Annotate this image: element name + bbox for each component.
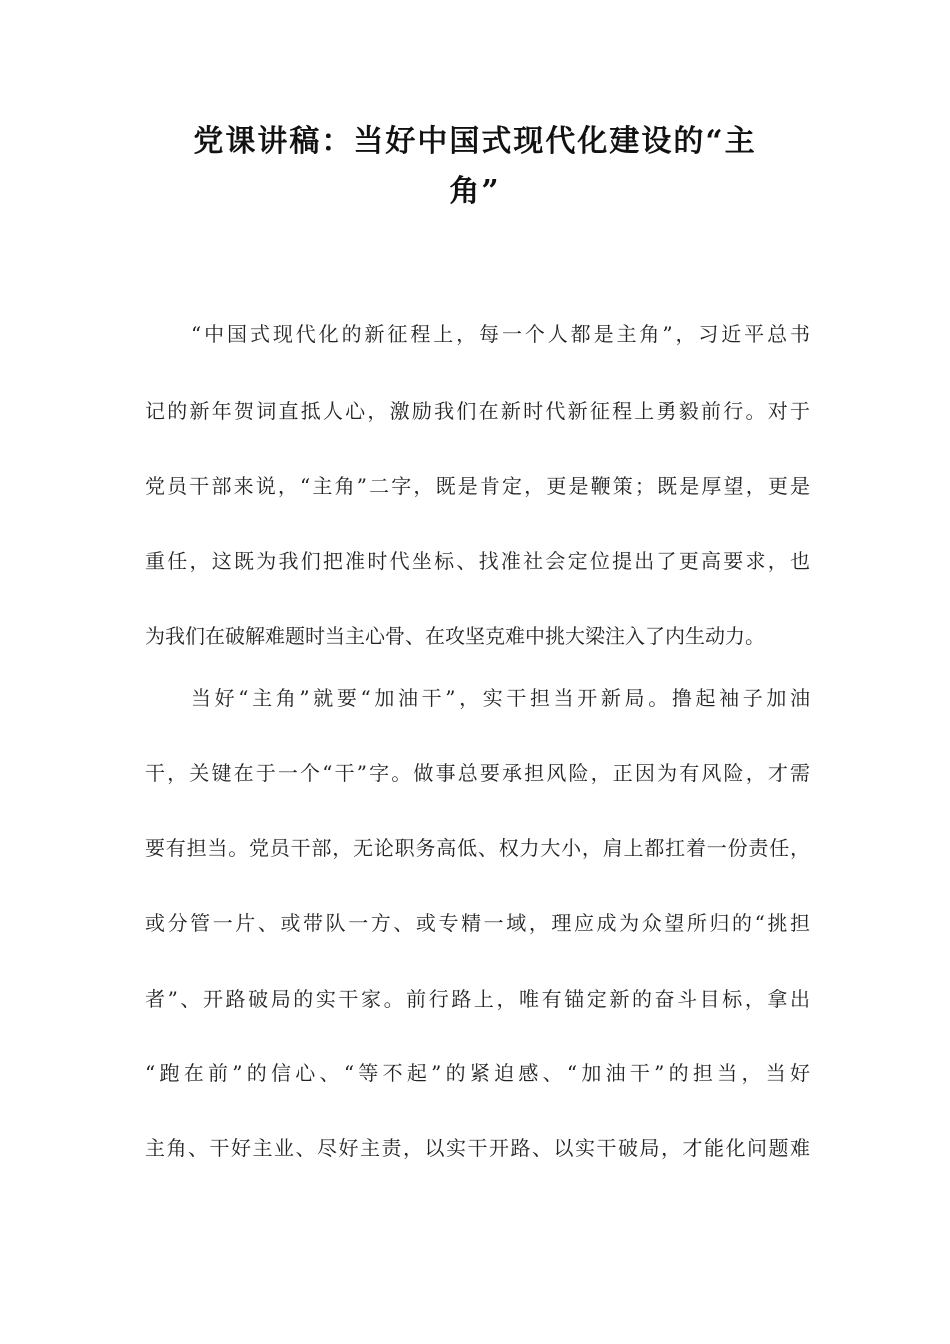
- title-line-2: 角”: [449, 174, 501, 209]
- text-line: 主角、干好主业、尽好主责，以实干开路、以实干破局，才能化问题难: [145, 1136, 810, 1160]
- text-line: 为我们在破解难题时当主心骨、在攻坚克难中挑大梁注入了内生动力。: [145, 624, 765, 648]
- title-line-1: 党课讲稿：当好中国式现代化建设的“主: [193, 124, 757, 159]
- text-line: 记的新年贺词直抵人心，激励我们在新时代新征程上勇毅前行。对于: [145, 399, 810, 423]
- text-line: 干，关键在于一个“干”字。做事总要承担风险，正因为有风险，才需: [145, 761, 810, 785]
- text-line: 或分管一片、或带队一方、或专精一域，理应成为众望所归的“挑担: [145, 911, 810, 935]
- text-line: 党员干部来说，“主角”二字，既是肯定，更是鞭策；既是厚望，更是: [145, 474, 810, 498]
- text-line: 重任，这既为我们把准时代坐标、找准社会定位提出了更高要求，也: [145, 549, 810, 573]
- text-line: 要有担当。党员干部，无论职务高低、权力大小，肩上都扛着一份责任，: [145, 836, 810, 860]
- text-line: “跑在前”的信心、“等不起”的紧迫感、“加油干”的担当，当好: [145, 1061, 810, 1085]
- text-line: 当好“主角”就要“加油干”，实干担当开新局。撸起袖子加油: [191, 686, 810, 710]
- text-line: “中国式现代化的新征程上，每一个人都是主角”，习近平总书: [191, 322, 810, 346]
- text-line: 者”、开路破局的实干家。前行路上，唯有锚定新的奋斗目标，拿出: [145, 987, 810, 1011]
